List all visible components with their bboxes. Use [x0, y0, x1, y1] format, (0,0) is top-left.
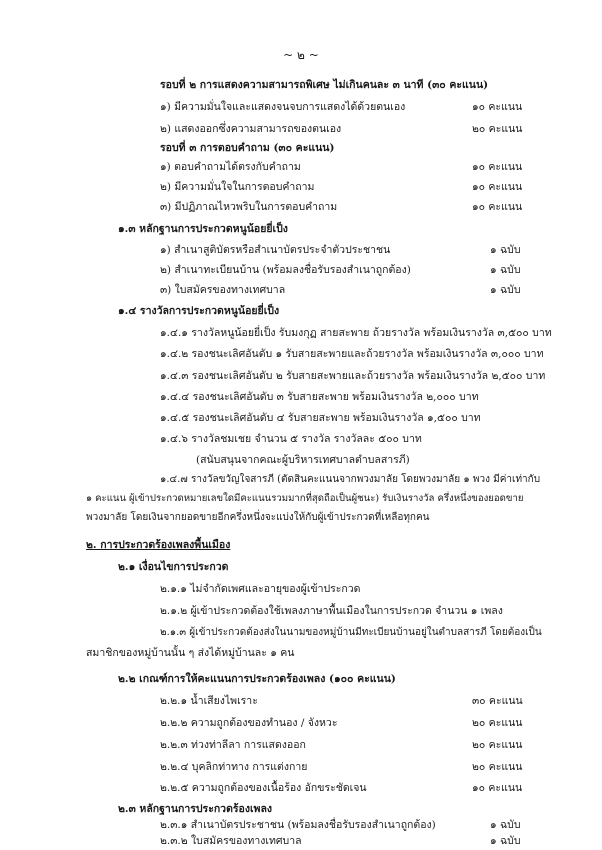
round2-item-score: ๒๐ คะแนน	[472, 123, 523, 135]
criteria-item-label: ๒.๒.๒ ความถูกต้องของทำนอง / จังหวะ	[160, 717, 338, 729]
criteria-item-label: ๒.๒.๑ น้ำเสียงไพเราะ	[160, 695, 258, 707]
round3-item-score: ๑๐ คะแนน	[472, 181, 523, 193]
section-1-3-title: ๑.๓ หลักฐานการประกวดหนูน้อยยี่เป็ง	[118, 223, 288, 235]
condition-line: ๒.๑.๓ ผู้เข้าประกวดต้องส่งในนามของหมู่บ้านมีทะเบียนบ้านอยู่ในตำบลสารภี โดยต้องเป็น	[160, 627, 542, 638]
condition-line: ๒.๑.๒ ผู้เข้าประกวดต้องใช้เพลงภาษาพื้นเมืองในการประกวด จำนวน ๑ เพลง	[160, 605, 503, 617]
section-2-2-title: ๒.๒ เกณฑ์การให้คะแนนการประกวดร้องเพลง (๑๐๐ คะแนน)	[118, 673, 396, 685]
round2-title: รอบที่ ๒ การแสดงความสามารถพิเศษ ไม่เกินคนละ ๓ นาที (๓๐ คะแนน)	[160, 79, 489, 91]
criteria-item-score: ๓๐ คะแนน	[472, 695, 523, 707]
round3-item-label: ๓) มีปฏิภาณไหวพริบในการตอบคำถาม	[160, 201, 338, 213]
singing-evidence-qty: ๑ ฉบับ	[490, 835, 521, 847]
prize-line: ๑.๔.๕ รองชนะเลิศอันดับ ๔ รับสายสะพาย พร้อมเงินรางวัล ๑,๕๐๐ บาท	[160, 412, 481, 424]
round2-item-label: ๒) แสดงออกซึ่งความสามารถของตนเอง	[160, 123, 342, 135]
criteria-item-score: ๒๐ คะแนน	[472, 739, 523, 751]
prize-line: ๑.๔.๓ รองชนะเลิศอันดับ ๒ รับสายสะพายและถ้วยรางวัล พร้อมเงินรางวัล ๒,๕๐๐ บาท	[160, 370, 546, 382]
evidence-item-label: ๓) ใบสมัครของทางเทศบาล	[160, 284, 286, 296]
criteria-item-score: ๒๐ คะแนน	[472, 717, 523, 729]
prize-line: ๑.๔.๑ รางวัลหนูน้อยยี่เป็ง รับมงกุฏ สายสะพาย ถ้วยรางวัล พร้อมเงินรางวัล ๓,๕๐๐ บาท	[160, 327, 552, 339]
round3-item-label: ๒) มีความมั่นใจในการตอบคำถาม	[160, 181, 315, 193]
evidence-item-label: ๒) สำเนาทะเบียนบ้าน (พร้อมลงชื่อรับรองสำเนาถูกต้อง)	[160, 264, 411, 276]
prize-line: ๑.๔.๒ รองชนะเลิศอันดับ ๑ รับสายสะพายและถ้วยรางวัล พร้อมเงินรางวัล ๓,๐๐๐ บาท	[160, 348, 544, 360]
page-number: ~ ๒ ~	[283, 48, 319, 62]
criteria-item-label: ๒.๒.๕ ความถูกต้องของเนื้อร้อง อักขระชัดเจน	[160, 782, 367, 794]
section-2-3-title: ๒.๓ หลักฐานการประกวดร้องเพลง	[118, 803, 273, 815]
round3-title: รอบที่ ๓ การตอบคำถาม (๓๐ คะแนน)	[160, 142, 335, 154]
evidence-item-qty: ๑ ฉบับ	[490, 264, 521, 276]
singing-evidence-label: ๒.๓.๒ ใบสมัครของทางเทศบาล	[160, 835, 302, 847]
prize-paragraph-line: ๑.๔.๗ รางวัลขวัญใจสารภี (ตัดสินคะแนนจากพวงมาลัย โดยพวงมาลัย ๑ พวง มีค่าเท่ากับ	[160, 474, 541, 485]
prize-line: ๑.๔.๔ รองชนะเลิศอันดับ ๓ รับสายสะพาย พร้อมเงินรางวัล ๒,๐๐๐ บาท	[160, 391, 479, 403]
prize-paragraph-line: พวงมาลัย โดยเงินจากยอดขายอีกครึ่งหนึ่งจะแบ่งให้กับผู้เข้าประกวดที่เหลือทุกคน	[86, 512, 430, 523]
evidence-item-qty: ๑ ฉบับ	[490, 244, 521, 256]
criteria-item-label: ๒.๒.๓ ท่วงท่าลีลา การแสดงออก	[160, 739, 306, 751]
round3-item-score: ๑๐ คะแนน	[472, 201, 523, 213]
round2-item-label: ๑) มีความมั่นใจและแสดงจนจบการแสดงได้ด้วยตนเอง	[160, 101, 406, 113]
prize-note: (สนับสนุนจากคณะผู้บริหารเทศบาลตำบลสารภี)	[196, 454, 410, 466]
condition-line: ๒.๑.๑ ไม่จำกัดเพศและอายุของผู้เข้าประกวด	[160, 583, 361, 595]
round3-item-score: ๑๐ คะแนน	[472, 161, 523, 173]
singing-evidence-qty: ๑ ฉบับ	[490, 819, 521, 831]
section-1-4-title: ๑.๔ รางวัลการประกวดหนูน้อยยี่เป็ง	[118, 305, 280, 317]
criteria-item-score: ๒๐ คะแนน	[472, 761, 523, 773]
prize-paragraph-line: ๑ คะแนน ผู้เข้าประกวดหมายเลขใดมีคะแนนรวมมากที่สุดถือเป็นผู้ชนะ) รับเงินรางวัล ครึ่งหนึ่งของยอดขาย	[86, 493, 524, 504]
round3-item-label: ๑) ตอบคำถามได้ตรงกับคำถาม	[160, 161, 301, 173]
section-2-title: ๒. การประกวดร้องเพลงพื้นเมือง	[86, 539, 231, 551]
round2-item-score: ๑๐ คะแนน	[472, 101, 523, 113]
section-2-1-title: ๒.๑ เงื่อนไขการประกวด	[118, 561, 229, 573]
singing-evidence-label: ๒.๓.๑ สำเนาบัตรประชาชน (พร้อมลงชื่อรับรองสำเนาถูกต้อง)	[160, 819, 436, 831]
evidence-item-qty: ๑ ฉบับ	[490, 284, 521, 296]
evidence-item-label: ๑) สำเนาสูติบัตรหรือสำเนาบัตรประจำตัวประชาชน	[160, 244, 391, 256]
condition-line: สมาชิกของหมู่บ้านนั้น ๆ ส่งได้หมู่บ้านละ ๑ คน	[86, 647, 295, 659]
criteria-item-label: ๒.๒.๔ บุคลิกท่าทาง การแต่งกาย	[160, 761, 308, 773]
criteria-item-score: ๑๐ คะแนน	[472, 782, 523, 794]
prize-line: ๑.๔.๖ รางวัลชมเชย จำนวน ๕ รางวัล รางวัลละ ๕๐๐ บาท	[160, 433, 422, 445]
